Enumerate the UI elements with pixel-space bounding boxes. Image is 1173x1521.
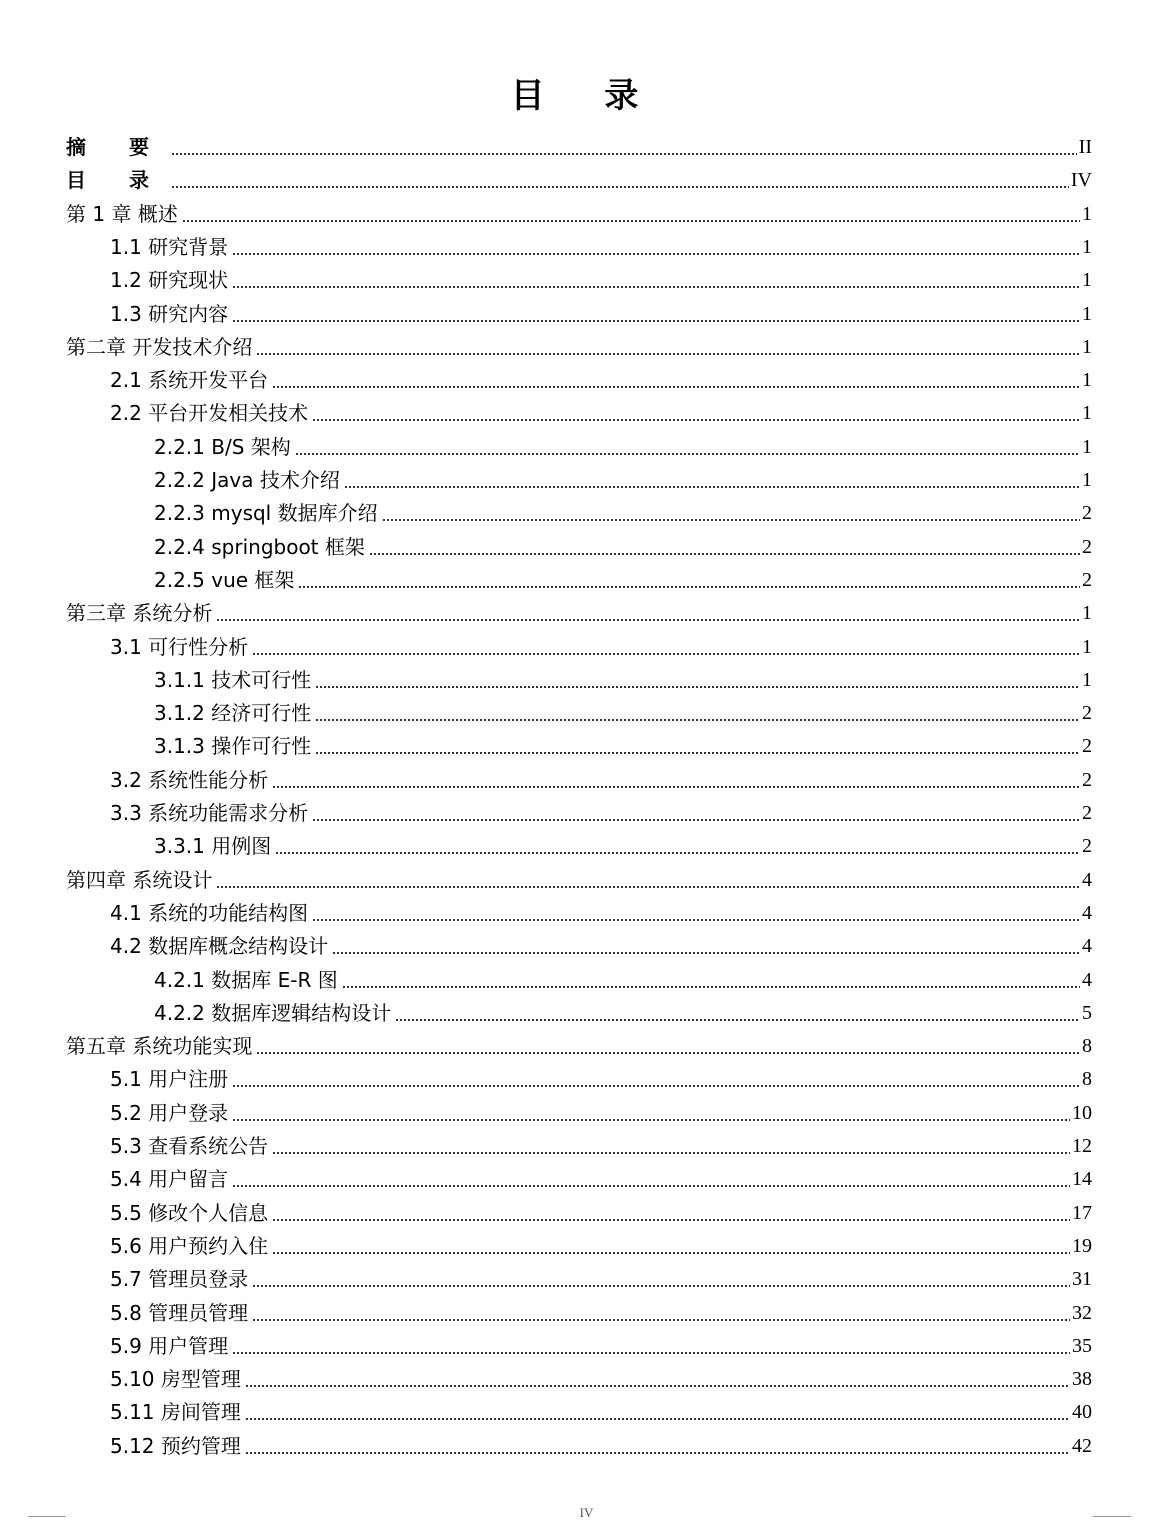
toc-entry-page: 1 [1082, 635, 1092, 658]
toc-entry-page: 12 [1072, 1135, 1092, 1157]
toc-leader-dots [295, 435, 1080, 459]
toc-entry-page: 2 [1082, 702, 1092, 725]
toc-entry-label: 5.1 用户注册 [110, 1067, 229, 1092]
toc-entry-label: 5.7 管理员登录 [110, 1267, 249, 1292]
toc-leader-dots [245, 1400, 1070, 1424]
toc-entry-page: 1 [1082, 668, 1092, 691]
toc-entry[interactable] [154, 526, 1092, 559]
toc-leader-dots [315, 701, 1080, 725]
toc-entry[interactable] [110, 226, 1092, 259]
toc-entry-page: 4 [1082, 968, 1092, 991]
toc-leader-dots [312, 901, 1080, 925]
corner-mark-right [1093, 1516, 1131, 1517]
toc-entry[interactable] [154, 459, 1092, 492]
toc-leader-dots [272, 1234, 1070, 1258]
toc-entry-label: 2.2 平台开发相关技术 [110, 401, 309, 426]
toc-leader-dots [232, 235, 1080, 259]
toc-entry[interactable] [110, 892, 1092, 925]
toc-leader-dots [256, 335, 1080, 359]
toc-entry-page: 1 [1082, 335, 1092, 358]
toc-entry-label: 3.1.3 操作可行性 [154, 734, 312, 759]
toc-entry[interactable] [110, 1125, 1092, 1158]
toc-leader-dots [395, 1001, 1080, 1025]
toc-leader-dots [272, 1201, 1070, 1225]
toc-entry-page: 1 [1082, 469, 1092, 491]
toc-entry-label: 3.3 系统功能需求分析 [110, 801, 309, 825]
toc-entry[interactable] [66, 592, 1092, 625]
toc-leader-dots [344, 468, 1080, 492]
toc-entry[interactable] [110, 293, 1092, 326]
toc-entry-page: 1 [1082, 302, 1092, 325]
toc-entry-label: 1.2 研究现状 [110, 268, 229, 293]
toc-leader-dots [232, 268, 1080, 292]
toc-entry[interactable] [110, 359, 1092, 392]
toc-entry-page: 2 [1082, 835, 1092, 858]
toc-entry-page: 1 [1082, 435, 1092, 458]
toc-entry-page: 2 [1082, 802, 1092, 824]
toc-entry-page: II [1078, 136, 1092, 158]
toc-entry[interactable] [66, 159, 1092, 192]
toc-leader-dots [272, 1134, 1070, 1158]
toc-entry-label: 5.5 修改个人信息 [110, 1200, 269, 1225]
toc-entry-page: 1 [1082, 602, 1092, 625]
toc-entry[interactable] [66, 193, 1092, 226]
toc-entry-page: 1 [1082, 402, 1092, 425]
toc-entry[interactable] [154, 659, 1092, 692]
toc-leader-dots [245, 1367, 1070, 1391]
toc-entry-label: 5.2 用户登录 [110, 1100, 229, 1125]
toc-entry[interactable] [66, 1025, 1092, 1058]
toc-entry-label: 5.12 预约管理 [110, 1433, 241, 1458]
toc-entry-page: 35 [1072, 1334, 1092, 1357]
toc-entry[interactable] [66, 859, 1092, 892]
toc-entry-page: 4 [1082, 935, 1092, 958]
toc-entry-label: 第五章 系统功能实现 [66, 1034, 253, 1059]
toc-entry-page: 8 [1082, 1068, 1092, 1091]
toc-entry-page: 42 [1072, 1434, 1092, 1457]
toc-entry-page: 1 [1082, 235, 1092, 258]
toc-entry-page: 8 [1082, 1035, 1092, 1058]
toc-entry[interactable] [154, 559, 1092, 592]
toc-entry-label: 5.4 用户留言 [110, 1167, 229, 1192]
toc-entry[interactable] [154, 825, 1092, 858]
toc-leader-dots [252, 1267, 1070, 1291]
toc-entry-label: 5.11 房间管理 [110, 1400, 241, 1425]
toc-leader-dots [182, 202, 1080, 226]
toc-entry[interactable] [110, 759, 1092, 792]
toc-entry[interactable] [154, 692, 1092, 725]
toc-entry[interactable] [66, 126, 1092, 159]
toc-entry[interactable] [110, 925, 1092, 958]
toc-leader-dots [232, 302, 1080, 326]
toc-entry[interactable] [110, 1425, 1092, 1458]
toc-entry-page: 2 [1082, 768, 1092, 791]
toc-entry[interactable] [154, 492, 1092, 525]
toc-leader-dots [245, 1434, 1070, 1458]
toc-entry-label: 3.3.1 用例图 [154, 834, 272, 859]
toc-entry-page: 4 [1082, 901, 1092, 924]
toc-entry[interactable] [110, 392, 1092, 425]
toc-entry-page: 1 [1082, 269, 1092, 292]
toc-entry[interactable] [154, 992, 1092, 1025]
toc-entry-page: 10 [1072, 1101, 1092, 1124]
toc-entry[interactable] [110, 1358, 1092, 1391]
toc-entry-label: 3.2 系统性能分析 [110, 767, 269, 792]
toc-leader-dots [171, 168, 1069, 192]
toc-entry[interactable] [110, 792, 1092, 825]
toc-entry-page: 40 [1072, 1401, 1092, 1424]
toc-entry-label: 第 1 章 概述 [66, 201, 178, 226]
toc-entry-page: 17 [1072, 1201, 1092, 1224]
toc-entry-label: 3.1.2 经济可行性 [154, 701, 312, 726]
toc-entry-label: 4.2 数据库概念结构设计 [110, 934, 329, 959]
toc-leader-dots [272, 368, 1080, 392]
toc-entry-page: 2 [1082, 502, 1092, 525]
toc-entry-label: 2.2.2 Java 技术介绍 [154, 468, 340, 492]
toc-entry-label: 5.9 用户管理 [110, 1333, 229, 1358]
toc-entry-label: 5.10 房型管理 [110, 1367, 241, 1392]
toc-entry[interactable] [154, 959, 1092, 992]
toc-entry-label: 4.1 系统的功能结构图 [110, 900, 309, 925]
toc-entry-label: 第二章 开发技术介绍 [66, 334, 253, 359]
toc-leader-dots [252, 1301, 1070, 1325]
toc-entry-label: 目 录 [66, 168, 167, 193]
toc-entry-page: 32 [1072, 1301, 1092, 1324]
toc-leader-dots [256, 1034, 1080, 1058]
toc-entry[interactable] [110, 1058, 1092, 1091]
toc-leader-dots [342, 968, 1080, 992]
toc-leader-dots [171, 135, 1077, 159]
toc-leader-dots [232, 1101, 1070, 1125]
toc-entry[interactable] [110, 1325, 1092, 1358]
toc-leader-dots [252, 635, 1080, 659]
toc-leader-dots [232, 1167, 1070, 1191]
toc-entry[interactable] [110, 1225, 1092, 1258]
toc-entry[interactable] [110, 1192, 1092, 1225]
corner-mark-left [28, 1516, 66, 1517]
toc-entry-label: 2.2.3 mysql 数据库介绍 [154, 501, 378, 526]
toc-entry-page: 2 [1082, 735, 1092, 758]
toc-leader-dots [232, 1334, 1070, 1358]
toc-leader-dots [312, 401, 1080, 425]
toc-entry[interactable] [110, 1092, 1092, 1125]
toc-entry-label: 第三章 系统分析 [66, 601, 213, 626]
toc-leader-dots [369, 535, 1080, 559]
toc-entry-page: 5 [1082, 1001, 1092, 1024]
toc-entry-page: 1 [1082, 202, 1092, 225]
toc-entry-page: 2 [1082, 535, 1092, 558]
toc-entry-label: 第四章 系统设计 [66, 867, 213, 892]
toc-entry[interactable] [110, 259, 1092, 292]
toc-leader-dots [315, 734, 1080, 758]
toc-entry-label: 2.2.1 B/S 架构 [154, 434, 291, 459]
toc-entry-label: 3.1.1 技术可行性 [154, 667, 312, 692]
toc-entry[interactable] [154, 725, 1092, 758]
toc-entry-label: 2.2.4 springboot 框架 [154, 534, 365, 559]
toc-entry-label: 摘 要 [66, 135, 167, 159]
toc-entry-label: 2.1 系统开发平台 [110, 368, 269, 393]
toc-leader-dots [315, 668, 1080, 692]
toc-entry-label: 5.3 查看系统公告 [110, 1134, 269, 1158]
toc-entry[interactable] [66, 326, 1092, 359]
toc-entry-label: 1.3 研究内容 [110, 301, 229, 326]
toc-entry-page: 1 [1082, 369, 1092, 392]
toc-leader-dots [298, 568, 1080, 592]
toc-leader-dots [272, 768, 1080, 792]
toc-entry-page: 14 [1072, 1168, 1092, 1191]
toc-entry-label: 5.8 管理员管理 [110, 1300, 249, 1325]
toc-entry[interactable] [110, 1292, 1092, 1325]
toc-entry-page: 2 [1082, 568, 1092, 591]
page-title: 目 录 [510, 76, 663, 116]
toc-entry[interactable] [110, 626, 1092, 659]
toc-entry-label: 3.1 可行性分析 [110, 634, 249, 659]
toc-entry[interactable] [154, 426, 1092, 459]
toc-leader-dots [216, 601, 1080, 625]
footer-page-number: IV [579, 1505, 594, 1520]
toc-entry-page: 38 [1072, 1368, 1092, 1391]
toc-leader-dots [216, 868, 1080, 892]
toc-leader-dots [312, 801, 1080, 825]
toc-entry-label: 5.6 用户预约入住 [110, 1233, 269, 1258]
toc-entry-label: 1.1 研究背景 [110, 234, 229, 259]
toc-entry[interactable] [110, 1391, 1092, 1424]
toc-entry-label: 2.2.5 vue 框架 [154, 567, 295, 592]
toc-entry[interactable] [110, 1258, 1092, 1291]
toc-entry-page: 31 [1072, 1268, 1092, 1291]
toc-leader-dots [332, 934, 1080, 958]
toc-entry-page: 4 [1082, 868, 1092, 891]
toc-leader-dots [232, 1067, 1080, 1091]
toc-entry-label: 4.2.1 数据库 E-R 图 [154, 967, 338, 992]
toc-entry[interactable] [110, 1158, 1092, 1191]
toc-entry-page: IV [1070, 169, 1092, 192]
toc-leader-dots [382, 501, 1080, 525]
toc-leader-dots [275, 834, 1080, 858]
toc-entry-label: 4.2.2 数据库逻辑结构设计 [154, 1000, 392, 1025]
toc-entry-page: 19 [1072, 1234, 1092, 1257]
